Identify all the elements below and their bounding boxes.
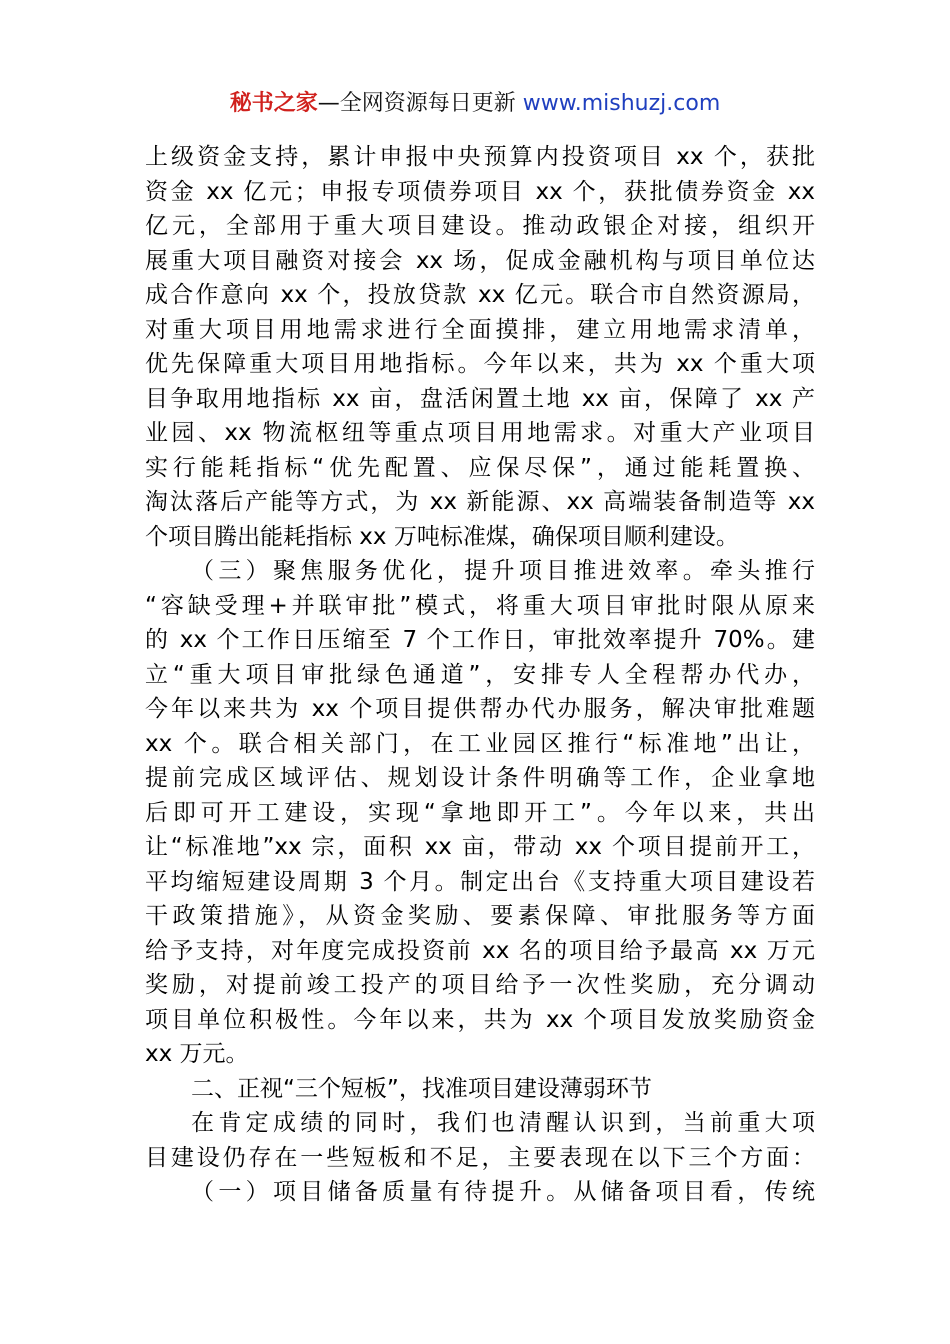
site-slogan: —全网资源每日更新 — [317, 91, 516, 116]
section-heading: 二、正视“三个短板”，找准项目建设薄弱环节 — [191, 1075, 652, 1102]
body-line: 立“重大项目审批绿色通道”，安排专人全程帮办代办， — [145, 661, 815, 688]
body-line: 让“标准地”xx 宗，面积 xx 亩，带动 xx 个项目提前开工， — [145, 834, 815, 860]
body-line: 成合作意向 xx 个，投放贷款 xx 亿元。联合市自然资源局， — [145, 282, 815, 308]
body-line: 平均缩短建设周期 3 个月。制定出台《支持重大项目建设若 — [145, 868, 815, 895]
body-line: （一）项目储备质量有待提升。从储备项目看，传统 — [191, 1179, 815, 1205]
body-line: 项目单位积极性。今年以来，共为 xx 个项目发放奖励资金 — [145, 1006, 815, 1033]
body-line: 优先保障重大项目用地指标。今年以来，共为 xx 个重大项 — [145, 351, 815, 377]
body-line: 给予支持，对年度完成投资前 xx 名的项目给予最高 xx 万元 — [145, 937, 815, 964]
section-heading-line: （三）聚焦服务优化，提升项目推进效率。牵头推行 — [191, 558, 815, 584]
site-header — [0, 86, 950, 122]
body-line: 淘汰落后产能等方式，为 xx 新能源、xx 高端装备制造等 xx — [145, 489, 815, 515]
body-line: 业园、xx 物流枢纽等重点项目用地需求。对重大产业项目 — [145, 420, 815, 446]
body-line: 干政策措施》，从资金奖励、要素保障、审批服务等方面 — [145, 903, 815, 929]
body-line: 的 xx 个工作日压缩至 7 个工作日，审批效率提升 70%。建 — [145, 627, 815, 653]
body-line: 亿元，全部用于重大项目建设。推动政银企对接，组织开 — [145, 213, 815, 239]
body-line: 个项目腾出能耗指标 xx 万吨标准煤，确保项目顺利建设。 — [145, 523, 739, 550]
body-line: 上级资金支持，累计申报中央预算内投资项目 xx 个，获批 — [145, 144, 815, 170]
document-body — [145, 140, 815, 1210]
body-line: 提前完成区域评估、规划设计条件明确等工作，企业拿地 — [145, 765, 815, 791]
body-line: 今年以来共为 xx 个项目提供帮办代办服务，解决审批难题 — [145, 696, 815, 722]
body-line: “容缺受理+并联审批”模式，将重大项目审批时限从原来 — [145, 592, 815, 619]
body-line: 对重大项目用地需求进行全面摸排，建立用地需求清单， — [145, 316, 815, 343]
body-line: 资金 xx 亿元；申报专项债券项目 xx 个，获批债券资金 xx — [145, 178, 815, 205]
body-line: 实行能耗指标“优先配置、应保尽保”，通过能耗置换、 — [145, 454, 815, 481]
site-url[interactable]: www.mishuzj.com — [522, 91, 721, 116]
body-line: 展重大项目融资对接会 xx 场，促成金融机构与项目单位达 — [145, 247, 815, 274]
body-line: xx 万元。 — [145, 1041, 249, 1067]
site-brand: 秘书之家 — [229, 91, 318, 116]
body-line: xx 个。联合相关部门，在工业园区推行“标准地”出让， — [145, 730, 815, 757]
body-line: 在肯定成绩的同时，我们也清醒认识到，当前重大项 — [191, 1110, 815, 1136]
body-line: 目建设仍存在一些短板和不足，主要表现在以下三个方面： — [145, 1144, 815, 1171]
body-line: 后即可开工建设，实现“拿地即开工”。今年以来，共出 — [145, 799, 815, 826]
body-line: 目争取用地指标 xx 亩，盘活闲置土地 xx 亩，保障了 xx 产 — [145, 385, 815, 412]
body-line: 奖励，对提前竣工投产的项目给予一次性奖励，充分调动 — [145, 972, 815, 998]
